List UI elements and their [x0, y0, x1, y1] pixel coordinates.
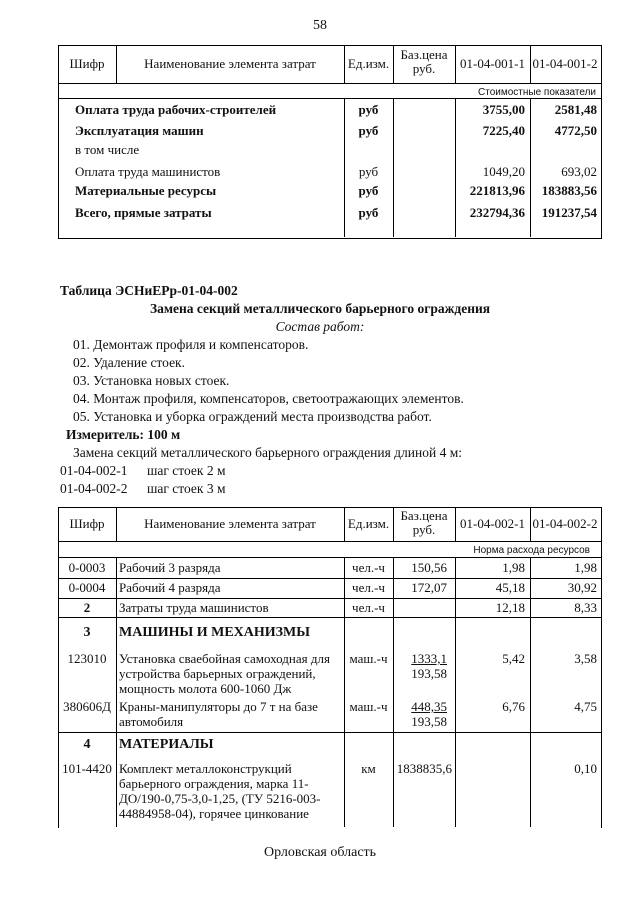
row-v1: 5,42 — [502, 651, 525, 666]
header-col1: 01-04-002-1 — [460, 516, 525, 531]
variant-text: шаг стоек 2 м — [147, 463, 226, 478]
header-unit: Ед.изм. — [347, 56, 390, 71]
row-name: Рабочий 3 разряда — [119, 560, 221, 575]
cost-row-v2: 693,02 — [561, 164, 597, 179]
cost-row-v2: 2581,48 — [554, 102, 597, 117]
header-unit: Ед.изм. — [347, 516, 390, 531]
row-v2: 3,58 — [574, 651, 597, 666]
header-name: Наименование элемента затрат — [144, 56, 316, 71]
row-unit: чел.-ч — [352, 600, 385, 615]
row-v2: 4,75 — [574, 699, 597, 714]
cost-row-name: Оплата труда рабочих-строителей — [75, 102, 277, 117]
row-price-bottom: 193,58 — [411, 666, 447, 681]
row-unit: маш.-ч — [349, 699, 388, 714]
header-price: Баз.цена руб. — [400, 47, 448, 76]
row-name: Установка сваебойная самоходная для устройства барьерных ограждений, мощность молота 600-1060 Дж — [119, 651, 330, 696]
row-price-top: 448,35 — [411, 699, 447, 714]
section-heading: МАТЕРИАЛЫ — [119, 737, 214, 752]
row-code: 101-4420 — [62, 761, 112, 776]
header-col1: 01-04-001-1 — [460, 56, 525, 71]
cost-row-v1: 1049,20 — [482, 164, 525, 179]
step-item: 03. Установка новых стоек. — [73, 373, 230, 388]
row-price: 150,56 — [411, 560, 447, 575]
row-v1: 45,18 — [495, 580, 525, 595]
row-code: 2 — [83, 600, 91, 615]
header-code: Шифр — [69, 516, 105, 531]
cost-row-name: в том числе — [75, 142, 140, 157]
cost-row-v2: 191237,54 — [541, 205, 597, 220]
cost-row-unit: руб — [358, 205, 379, 220]
meter-description: Замена секций металлического барьерного ограждения длиной 4 м: — [73, 445, 462, 460]
meter-label: Измеритель: 100 м — [66, 427, 181, 442]
cost-row-unit: руб — [358, 183, 379, 198]
row-unit: км — [361, 761, 376, 776]
section-code: 4 — [83, 737, 91, 752]
row-price: 172,07 — [411, 580, 447, 595]
variant-text: шаг стоек 3 м — [147, 481, 226, 496]
cost-row-unit: руб — [358, 123, 379, 138]
composition-label: Состав работ: — [275, 319, 365, 334]
cost-section-label: Стоимостные показатели — [478, 87, 596, 98]
row-v2: 1,98 — [574, 560, 597, 575]
step-item: 01. Демонтаж профиля и компенсаторов. — [73, 337, 309, 352]
variant-code: 01-04-002-1 — [60, 463, 128, 478]
cost-row-v1: 3755,00 — [482, 102, 525, 117]
row-v2: 30,92 — [567, 580, 597, 595]
cost-row-name: Материальные ресурсы — [75, 183, 217, 198]
step-item: 02. Удаление стоек. — [73, 355, 185, 370]
section-title: Замена секций металлического барьерного ограждения — [149, 301, 491, 316]
section-heading: МАШИНЫ И МЕХАНИЗМЫ — [119, 625, 311, 640]
cost-row-name: Эксплуатация машин — [75, 123, 204, 138]
header-col2: 01-04-002-2 — [532, 516, 598, 531]
cost-row-v2: 4772,50 — [554, 123, 597, 138]
table-id: Таблица ЭСНиЕРр-01-04-002 — [60, 283, 238, 298]
cost-row-v2: 183883,56 — [541, 183, 597, 198]
row-price: 1838835,6 — [396, 761, 452, 776]
row-name: Комплект металлоконструкций барьерного ограждения, марка 11-ДО/190-0,75-3,0-1,25, (ТУ 5216-003-44884958-04), горячее цинкование — [119, 761, 321, 821]
page-number: 58 — [313, 18, 327, 33]
row-v2: 8,33 — [574, 600, 597, 615]
header-code: Шифр — [69, 56, 105, 71]
row-v1: 12,18 — [495, 600, 525, 615]
row-name: Рабочий 4 разряда — [119, 580, 221, 595]
row-v2: 0,10 — [574, 761, 597, 776]
footer-region: Орловская область — [263, 845, 377, 860]
row-unit: маш.-ч — [349, 651, 388, 666]
header-col2: 01-04-001-2 — [532, 56, 598, 71]
cost-row-v1: 232794,36 — [469, 205, 525, 220]
row-unit: чел.-ч — [352, 560, 385, 575]
variant-code: 01-04-002-2 — [60, 481, 128, 496]
resource-section-label: Норма расхода ресурсов — [473, 545, 590, 556]
step-item: 04. Монтаж профиля, компенсаторов, светоотражающих элементов. — [73, 391, 464, 406]
row-name: Затраты труда машинистов — [119, 600, 269, 615]
row-code: 123010 — [67, 651, 107, 666]
section-code: 3 — [83, 625, 91, 640]
cost-row-name: Оплата труда машинистов — [75, 164, 221, 179]
cost-row-v1: 7225,40 — [482, 123, 525, 138]
header-price: Баз.цена руб. — [400, 508, 448, 537]
cost-row-unit: руб — [358, 102, 379, 117]
cost-row-v1: 221813,96 — [469, 183, 525, 198]
row-code: 0-0004 — [68, 580, 106, 595]
row-v1: 6,76 — [502, 699, 525, 714]
header-name: Наименование элемента затрат — [144, 516, 316, 531]
row-name: Краны-манипуляторы до 7 т на базе автомобиля — [119, 699, 318, 729]
row-unit: чел.-ч — [352, 580, 385, 595]
cost-row-name: Всего, прямые затраты — [75, 205, 212, 220]
row-v1: 1,98 — [502, 560, 525, 575]
row-price-bottom: 193,58 — [411, 714, 447, 729]
row-price-top: 1333,1 — [411, 651, 447, 666]
row-code: 0-0003 — [68, 560, 106, 575]
cost-row-unit: руб — [358, 164, 379, 179]
step-item: 05. Установка и уборка ограждений места производства работ. — [73, 409, 432, 424]
row-code: 380606Д — [63, 699, 111, 714]
